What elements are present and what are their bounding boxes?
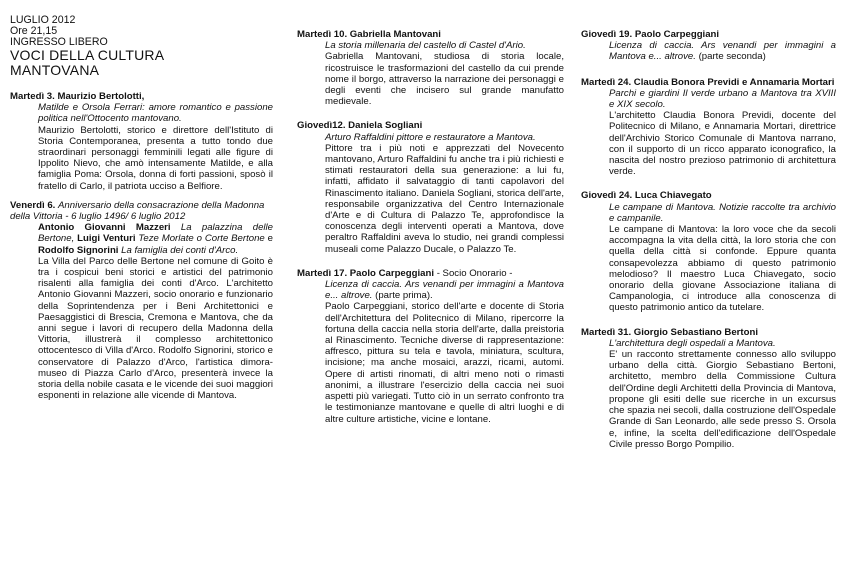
event-heading: Martedì 3. Maurizio Bertolotti,	[10, 91, 145, 102]
event-body	[297, 40, 564, 107]
event-body	[297, 279, 564, 425]
event-entry	[297, 29, 564, 107]
event-subtitle-note: (parte prima).	[375, 290, 433, 302]
event-subtitle: Licenza di caccia. Ars venandi per immagini a Mantova e... altrove.	[325, 279, 564, 302]
column-3	[581, 29, 836, 450]
event-subtitle: Arturo Raffaldini pittore e restauratore a Mantova.	[325, 131, 536, 143]
event-heading-line	[10, 200, 273, 222]
event-heading: Giovedì12. Daniela Sogliani	[297, 120, 423, 132]
header-title-line-1: VOCI DELLA CULTURA	[10, 47, 165, 63]
event-subtitle-line	[325, 279, 564, 301]
speaker-name: Luigi Venturi	[77, 233, 136, 245]
event-body	[581, 88, 836, 178]
speaker-name: Rodolfo Signorini	[38, 244, 119, 256]
event-subtitle: Parchi e giardini Il verde urbano a Mantova tra XVIII e XIX secolo.	[609, 87, 836, 111]
event-description: Gabriella Mantovani, studiosa di storia locale, ricostruisce le trasformazioni del castello da cui prende nome il borgo, attraverso la narrazione dei personaggi e degli eventi che incisero sul grande manufatto medievale.	[325, 51, 564, 108]
talk-title: La famiglia dei conti d'Arco.	[121, 244, 239, 256]
event-body	[10, 222, 273, 401]
header-free-entry: INGRESSO LIBERO	[10, 36, 108, 48]
conjunction: e	[267, 233, 273, 245]
event-description: L'architetto Claudia Bonora Previdi, docente del Politecnico di Milano, e Annamaria Mortari, direttrice dell'Archivio Storico Comunale di Mantova narrano, con il supporto di un ricco apparato iconografico, la nascita del nostro prezioso patrimonio di architettura verde.	[609, 110, 836, 178]
event-subtitle: Matilde e Orsola Ferrari: amore romantico e passione politica nell'Ottocento mantovano.	[38, 102, 273, 125]
talk-title: Teze Morlate o Corte Bertone	[138, 233, 265, 245]
event-entry	[581, 77, 836, 178]
event-entry	[581, 327, 836, 450]
event-subtitle: Licenza di caccia. Ars venandi per immagini a Mantova e... altrove.	[609, 40, 836, 63]
event-entry	[297, 120, 564, 254]
event-heading-line	[297, 268, 564, 279]
event-heading: Martedì 10. Gabriella Mantovani	[297, 29, 441, 40]
event-body	[297, 132, 564, 255]
event-heading: Venerdì 6.	[10, 199, 56, 211]
event-body	[10, 102, 273, 192]
event-entry	[10, 91, 273, 192]
program-header	[10, 15, 273, 78]
event-description: Le campane di Mantova: la loro voce che da secoli accompagna la vita della città, la loro storia che con quella della città si confonde. Eppure quanta consapevolezza abbiamo di questo patrimonio melodioso? Il maestro Luca Chiavegato, socio onorario della giovane Associazione italiana di Campanologia, ci introduce alla conoscenza di questo patrimonio antico da tutelare.	[609, 224, 836, 314]
header-month: LUGLIO 2012	[10, 14, 76, 26]
event-body	[581, 40, 836, 62]
event-heading: Martedì 24. Claudia Bonora Previdi e Annamaria Mortari	[581, 76, 835, 88]
event-description: Maurizio Bertolotti, storico e direttore dell'Istituto di Storia Contemporanea, presenta a tutto tondo due straordinari personaggi femminili legati alle figure di Ippolito Nievo, che amò intensamente Matilde, e alla famiglia Poma: Orsola, donna di forti passioni, sposò il fratello di Carlo, il patriota ucciso a Belfiore.	[38, 124, 273, 192]
event-description: Paolo Carpeggiani, storico dell'arte e docente di Storia dell'Architettura del Politecnico di Milano, ripercorre la fortuna della caccia nella storia dell'arte, dalla preistoria al Rinascimento. Tecniche diverse di rappresentazione: affresco, pittura su tela e tavola, miniatura, scultura, incisione; ma anche mosaici, arazzi, ricami, automi. Opere di artisti rinomati, di altri meno noti o rimasti anonimi, a illustrare l'esercizio della caccia nei suoi aspetti più variegati. Tutto ciò in un serrato confronto tra le testimonianze mantovane e quelle di altri luoghi e di altre culture artistiche, vicine e lontane.	[325, 301, 564, 425]
event-subtitle: Le campane di Mantova. Notizie raccolte tra archivio e campanile.	[609, 201, 836, 224]
event-body	[581, 338, 836, 450]
event-heading: Giovedì 24. Luca Chiavegato	[581, 190, 712, 202]
header-time: Ore 21,15	[10, 25, 58, 37]
event-subtitle: Anniversario della consacrazione della Madonna della Vittoria - 6 luglio 1496/ 6 luglio 2012	[10, 199, 265, 223]
event-subtitle: La storia millenaria del castello di Castel d'Ario.	[325, 40, 526, 52]
event-subtitle-note: (parte seconda)	[698, 51, 766, 63]
event-heading: Martedì 31. Giorgio Sebastiano Bertoni	[581, 326, 758, 338]
event-entry	[10, 200, 273, 402]
event-speakers	[38, 222, 273, 256]
speaker-name: Antonio Giovanni Mazzeri	[38, 222, 171, 234]
event-heading: Martedì 17. Paolo Carpeggiani	[297, 267, 435, 279]
event-description: La Villa del Parco delle Bertone nel comune di Goito è tra i cospicui beni storici e artistici del patrimonio risalenti alla famiglia dei conti d'Arco. L'architetto Antonio Giovanni Mazzeri, socio onorario e funzionario della Soprintendenza per i Beni Architettonici e Paesaggistici di Brescia, Cremona e Mantova, che da anni segue i lavori di recupero della Madonna della Vittoria, illustrerà il complesso architettonico ottocentesco di Villa d'Arco. Rodolfo Signorini, storico e conservatore di Palazzo d'Arco, l'artistica dimora-museo di Piazza Carlo d'Arco, presenterà invece la storia della nobile casata e le vicende dei suoi maggiori esponenti in relazione alle vicende di Mantova.	[38, 255, 273, 402]
event-subtitle-line	[609, 40, 836, 62]
column-1	[10, 0, 273, 401]
event-entry	[581, 29, 836, 63]
column-2	[297, 29, 564, 425]
event-heading-note: - Socio Onorario -	[436, 267, 513, 279]
header-title-line-2: MANTOVANA	[10, 62, 100, 78]
event-description: E' un racconto strettamente connesso allo sviluppo urbano della città. Giorgio Sebastiano Bertoni, architetto, membro della Commissione Cultura dell'Ordine degli Architetti della Provincia di Mantova, propone gli esiti delle sue ricerche in un excursus che spazia nei secoli, dalla costruzione dell'Ospedale Grande di San Leonardo, alle sede presso S. Orsola e, infine, la scelta dell'edificazione dell'Ospedale Civile presso Borgo Pompilio.	[609, 349, 836, 450]
event-subtitle: L'architettura degli ospedali a Mantova.	[609, 337, 776, 349]
event-body	[581, 202, 836, 314]
event-heading: Giovedì 19. Paolo Carpeggiani	[581, 29, 720, 40]
event-description: Pittore tra i più noti e apprezzati del Novecento mantovano, Arturo Raffaldini fu anche tra i più richiesti e stimati restauratori della sua generazione: a lui fu, infatti, affidato il salvataggio di tanti capolavori del Rinascimento italiano. Daniela Sogliani, storica dell'arte, responsabile organizzativa del Centro Internazionale d'Arte e di Cultura di Palazzo Te, approfondisce la conoscenza degli interventi operati a Mantova, dove peraltro Raffaldini aveva lo studio, nei grandi complessi museali come Palazzo Ducale, o Palazzo Te.	[325, 142, 564, 255]
talk-title: La palazzina delle Bertone,	[38, 222, 273, 245]
event-entry	[581, 190, 836, 313]
event-entry	[297, 268, 564, 425]
